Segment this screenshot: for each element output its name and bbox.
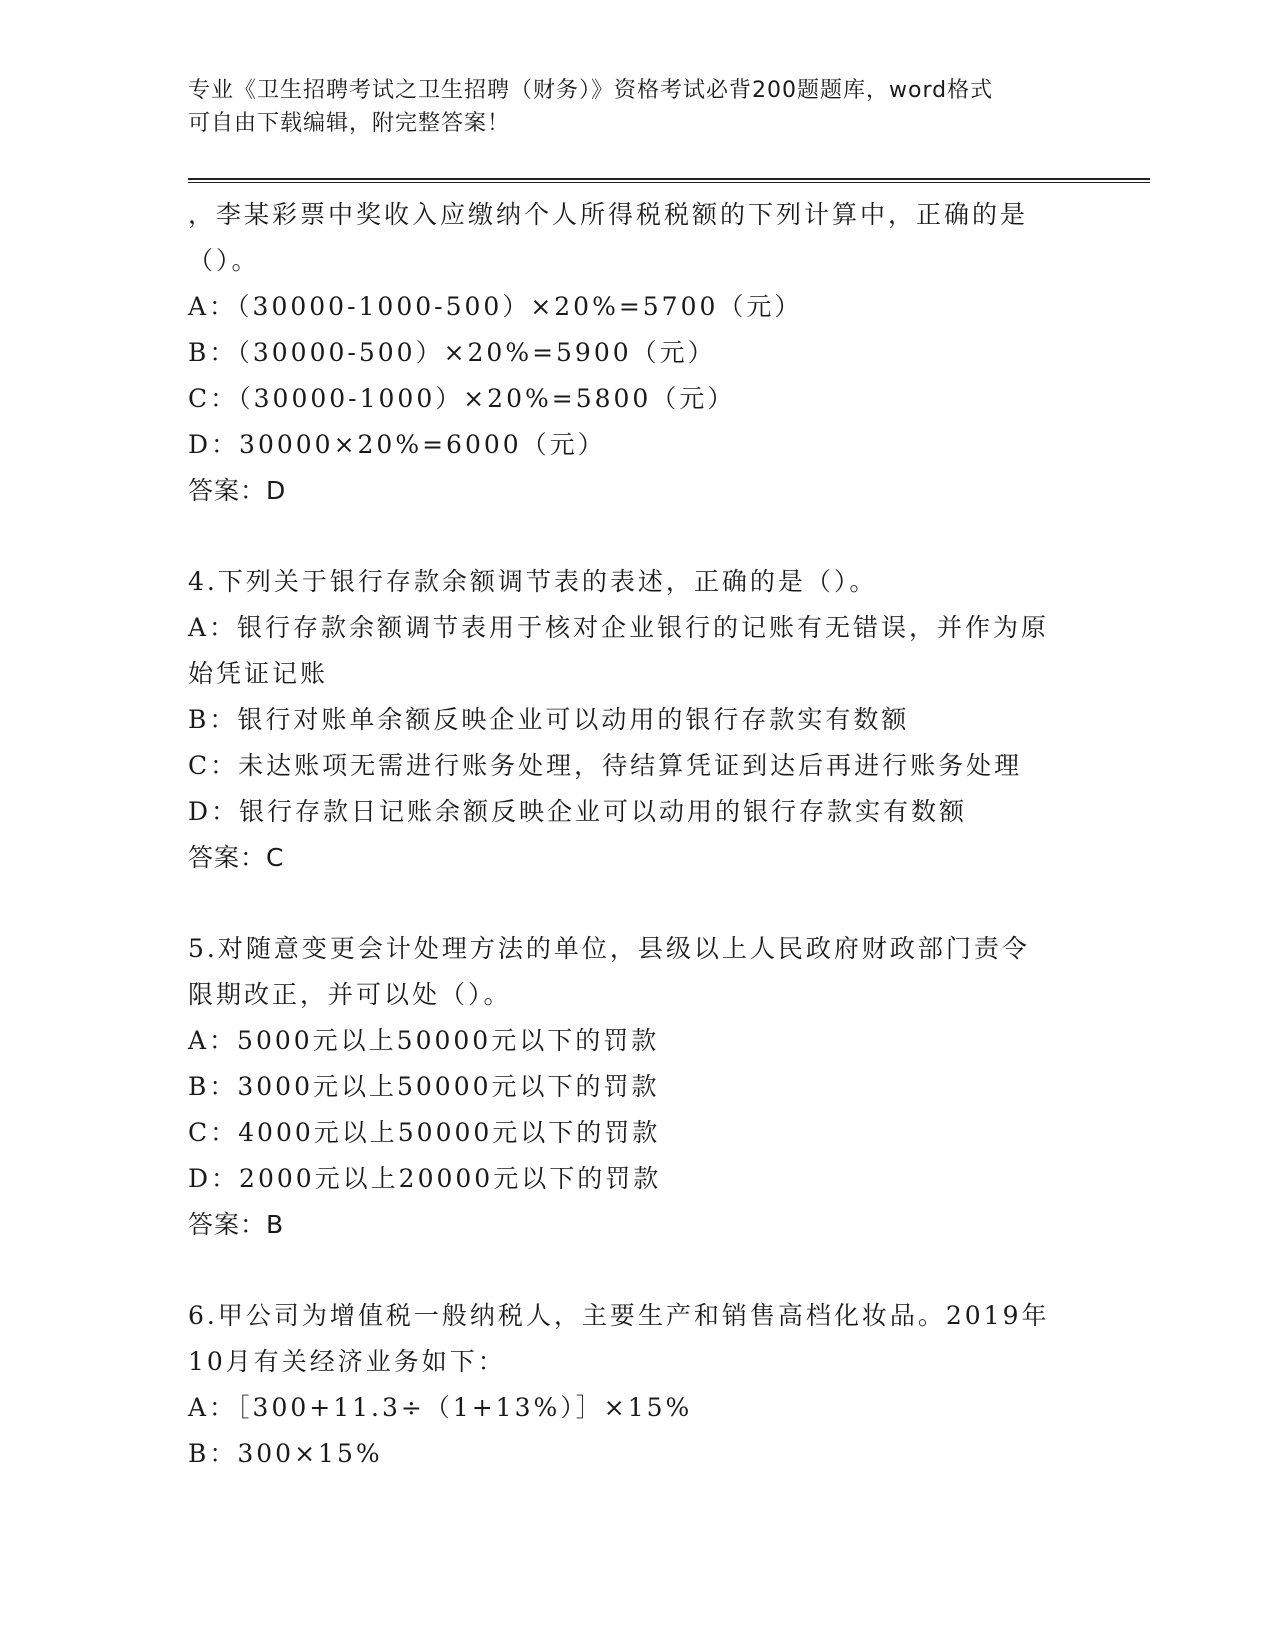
spacer xyxy=(188,1248,1088,1293)
question-stem: 5.对随意变更会计处理方法的单位，县级以上人民政府财政部门责令 xyxy=(188,934,1030,963)
question-stem: 10月有关经济业务如下： xyxy=(188,1347,506,1376)
answer-label: 答案：D xyxy=(188,476,287,505)
option-d: D：30000×20%=6000（元） xyxy=(188,430,606,459)
option-c: C：4000元以上50000元以下的罚款 xyxy=(188,1118,661,1147)
question-list xyxy=(188,192,1088,1477)
answer-label: 答案：C xyxy=(188,843,285,872)
option-d: D：2000元以上20000元以下的罚款 xyxy=(188,1164,662,1193)
question-stem: ，李某彩票中奖收入应缴纳个人所得税税额的下列计算中，正确的是 xyxy=(188,200,1029,229)
question-4 xyxy=(188,559,1088,881)
option-b: B：300×15% xyxy=(188,1439,383,1468)
question-3 xyxy=(188,192,1088,514)
question-stem: 6.甲公司为增值税一般纳税人，主要生产和销售高档化妆品。2019年 xyxy=(188,1301,1050,1330)
option-a: A：5000元以上50000元以下的罚款 xyxy=(188,1026,660,1055)
header-divider-thin xyxy=(188,182,1150,183)
spacer xyxy=(188,514,1088,559)
question-stem: 限期改正，并可以处（）。 xyxy=(188,980,512,1009)
option-c: C：未达账项无需进行账务处理，待结算凭证到达后再进行账务处理 xyxy=(188,751,1023,780)
option-c: C：（30000-1000）×20%=5800（元） xyxy=(188,384,736,413)
option-b: B：3000元以上50000元以下的罚款 xyxy=(188,1072,660,1101)
option-a-continued: 始凭证记账 xyxy=(188,659,329,688)
question-5 xyxy=(188,926,1088,1248)
header-title-line-2: 可自由下载编辑，附完整答案！ xyxy=(188,111,511,136)
option-b: B：（30000-500）×20%=5900（元） xyxy=(188,338,716,367)
question-stem: 4.下列关于银行存款余额调节表的表述，正确的是（）。 xyxy=(188,567,878,596)
header-divider-thick xyxy=(188,178,1150,180)
option-a: A：银行存款余额调节表用于核对企业银行的记账有无错误，并作为原 xyxy=(188,613,1050,642)
question-6 xyxy=(188,1293,1088,1477)
spacer xyxy=(188,881,1088,926)
option-a: A：（30000-1000-500）×20%=5700（元） xyxy=(188,292,803,321)
option-b: B：银行对账单余额反映企业可以动用的银行存款实有数额 xyxy=(188,705,910,734)
question-stem: （）。 xyxy=(188,246,260,275)
document-header xyxy=(188,74,1088,140)
answer-label: 答案：B xyxy=(188,1210,285,1239)
option-a: A：［300+11.3÷（1+13%）］×15% xyxy=(188,1393,693,1422)
option-d: D：银行存款日记账余额反映企业可以动用的银行存款实有数额 xyxy=(188,797,968,826)
header-title-line-1: 专业《卫生招聘考试之卫生招聘（财务）》资格考试必背200题题库，word格式 xyxy=(188,78,994,103)
